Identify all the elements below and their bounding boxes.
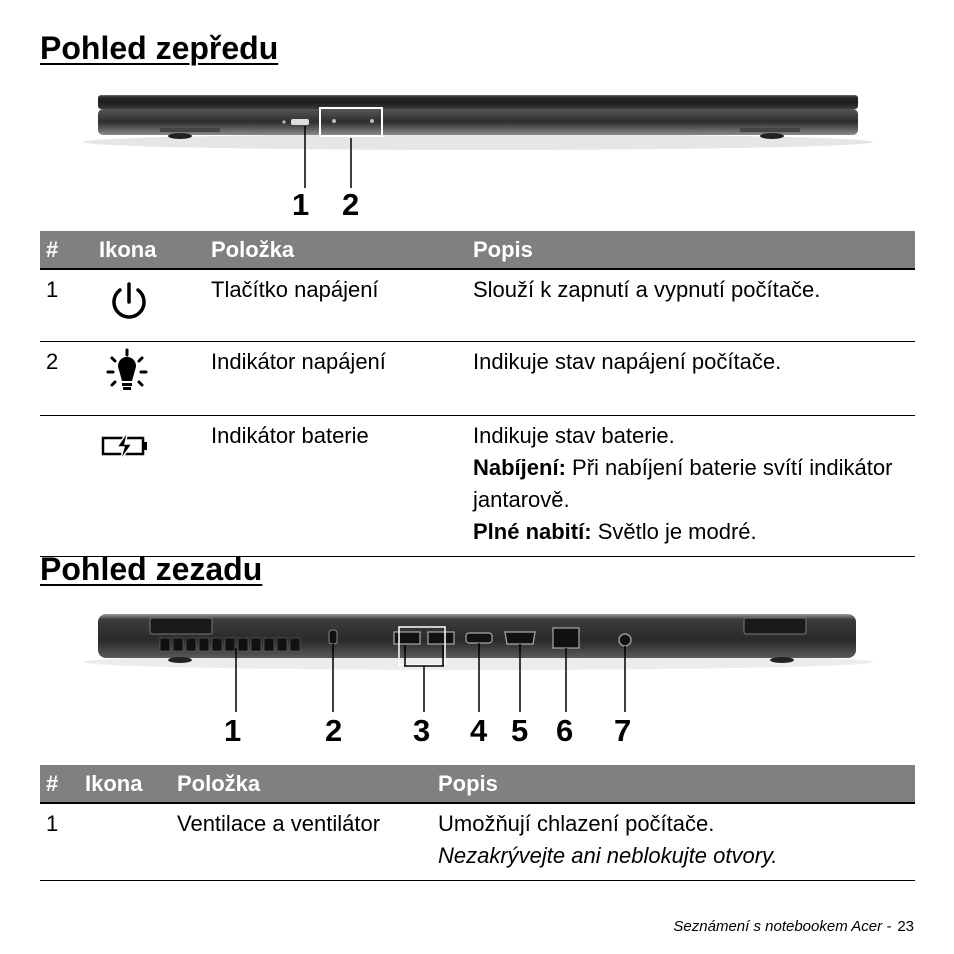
row-desc (432, 803, 915, 881)
rear-callout-4: 4 (470, 713, 488, 748)
col-header-item: Položka (205, 231, 467, 269)
rear-spec-table (40, 765, 915, 881)
row-item: Indikátor napájení (205, 342, 467, 416)
row-num: 1 (40, 803, 79, 881)
row-num: 1 (40, 269, 93, 342)
charging-label: Nabíjení: (473, 455, 566, 480)
table-row (40, 803, 915, 881)
rear-callout-1: 1 (224, 713, 242, 748)
rear-callout-5: 5 (511, 713, 529, 748)
full-label: Plné nabití: (473, 519, 592, 544)
rear-callout-7: 7 (614, 713, 632, 748)
front-view-heading: Pohled zepředu (40, 30, 279, 66)
col-header-icon: Ikona (79, 765, 171, 803)
front-callout-1: 1 (292, 187, 310, 222)
full-text: Světlo je modré. (597, 519, 757, 544)
rear-callout-3: 3 (413, 713, 431, 748)
row-num: 2 (40, 342, 93, 416)
row-item: Ventilace a ventilátor (171, 803, 432, 881)
page-number: 23 (897, 918, 914, 935)
row-item: Tlačítko napájení (205, 269, 467, 342)
col-header-desc: Popis (467, 231, 915, 269)
page-footer (673, 918, 914, 935)
col-header-desc: Popis (432, 765, 915, 803)
col-header-num: # (40, 765, 79, 803)
rear-callout-2: 2 (325, 713, 343, 748)
charging-text: Při nabíjení baterie svítí indikátor jantarově. (473, 455, 893, 512)
col-header-item: Položka (171, 765, 432, 803)
vent-slots (160, 638, 300, 651)
row-desc: Slouží k zapnutí a vypnutí počítače. (467, 269, 915, 342)
table-header-row (40, 765, 915, 803)
rear-callout-6: 6 (556, 713, 574, 748)
row-item: Indikátor baterie (205, 416, 467, 557)
row-desc: Indikuje stav napájení počítače. (467, 342, 915, 416)
battery-desc-line: Indikuje stav baterie. (473, 423, 675, 448)
footer-text: Seznámení s notebookem Acer - (673, 918, 892, 935)
col-header-icon: Ikona (93, 231, 205, 269)
vent-desc-line1: Umožňují chlazení počítače. (438, 811, 715, 836)
rear-view-heading: Pohled zezadu (40, 551, 263, 587)
col-header-num: # (40, 231, 93, 269)
row-icon (79, 803, 171, 881)
vent-desc-line2: Nezakrývejte ani neblokujte otvory. (438, 843, 778, 868)
front-callout-2: 2 (342, 187, 360, 222)
